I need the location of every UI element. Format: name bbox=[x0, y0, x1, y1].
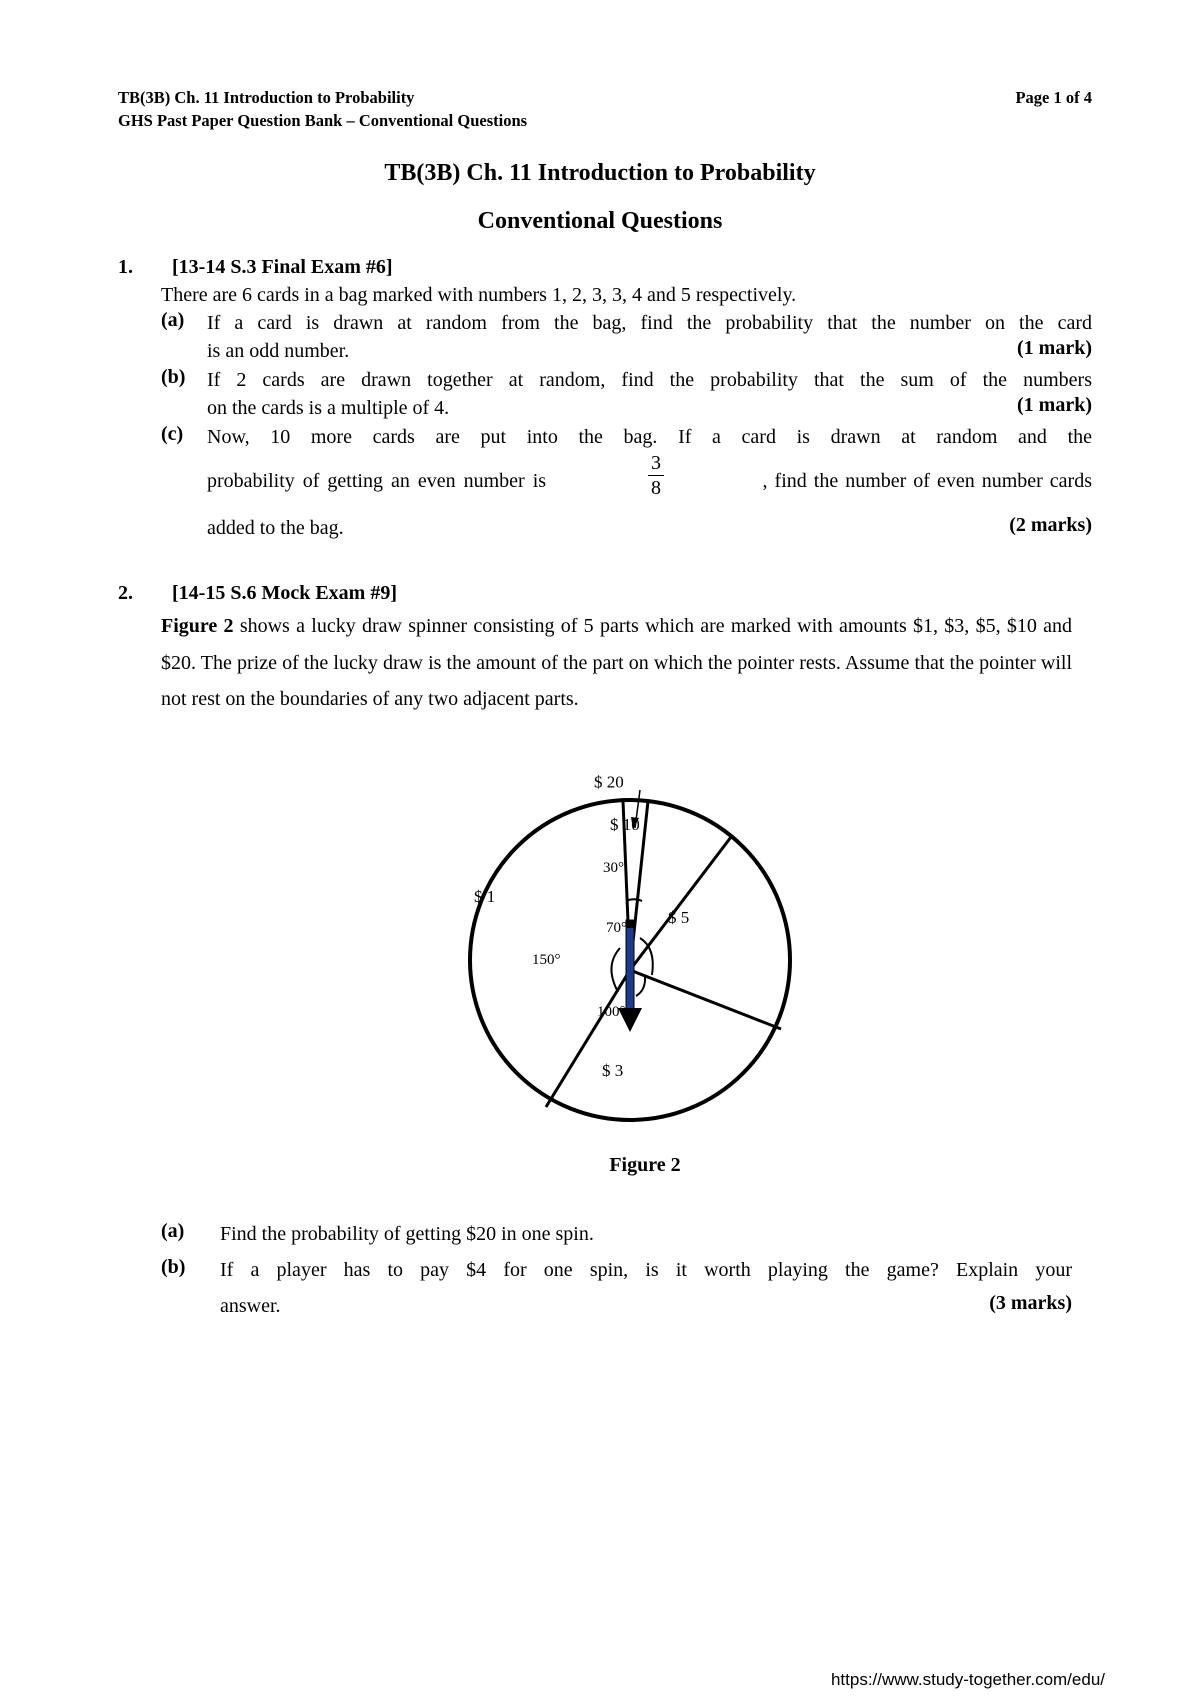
sector-label-10: $ 10 bbox=[610, 815, 640, 834]
angle-label-150: 150° bbox=[532, 952, 561, 968]
sector-label-1: $ 1 bbox=[474, 887, 496, 906]
fraction-numerator: 3 bbox=[651, 452, 661, 474]
fraction-bar bbox=[648, 475, 664, 476]
q1-intro: There are 6 cards in a bag marked with numbers 1, 2, 3, 3, 4 and 5 respectively. bbox=[161, 284, 797, 306]
q2b-marks: (3 marks) bbox=[989, 1292, 1072, 1314]
angle-arc-30 bbox=[628, 899, 642, 901]
page-number: Page 1 of 4 bbox=[1015, 88, 1092, 107]
document-title: TB(3B) Ch. 11 Introduction to Probability bbox=[384, 160, 816, 186]
q1b-marks: (1 mark) bbox=[1017, 394, 1092, 416]
q2-intro-text: shows a lucky draw spinner consisting of 5 parts which are marked with amounts $1, $3, $5, $10 and $20. The prize of the lucky draw is the amount of the part on which the pointer rests. Assume that the pointer will not rest on the boundaries of any two adjacent parts. bbox=[161, 615, 1072, 710]
q1b-label: (b) bbox=[161, 366, 186, 388]
q2-number: 2. bbox=[118, 582, 133, 604]
q1b-line1: If 2 cards are drawn together at random, find the probability that the sum of the numbers bbox=[207, 369, 1092, 391]
q1b-line2: on the cards is a multiple of 4. bbox=[207, 397, 450, 419]
q1c-label: (c) bbox=[161, 423, 184, 445]
q2b-line2: answer. bbox=[220, 1295, 281, 1317]
boundary-line-10-5 bbox=[630, 837, 731, 970]
q1c-line2-post: , find the number of even number cards bbox=[762, 470, 1092, 492]
angle-label-100: 100° bbox=[597, 1004, 626, 1020]
spinner-circle-group bbox=[470, 790, 790, 1120]
q1a-line2: is an odd number. bbox=[207, 340, 350, 362]
q1c-line3: added to the bag. bbox=[207, 517, 344, 539]
sector-label-5: $ 5 bbox=[668, 908, 690, 927]
sector-label-3: $ 3 bbox=[602, 1061, 624, 1080]
pointer-tail bbox=[626, 920, 634, 928]
spinner-figure bbox=[440, 770, 820, 1150]
fraction-denominator: 8 bbox=[651, 477, 661, 499]
q2-figure-ref: Figure 2 bbox=[161, 615, 234, 637]
boundary-line-5-3 bbox=[630, 970, 781, 1029]
q2a-text: Find the probability of getting $20 in one spin. bbox=[220, 1223, 594, 1245]
q2b-label: (b) bbox=[161, 1256, 186, 1278]
q1c-fraction bbox=[645, 452, 667, 499]
document-subtitle: Conventional Questions bbox=[477, 208, 723, 234]
figure-caption: Figure 2 bbox=[609, 1154, 681, 1176]
q1a-label: (a) bbox=[161, 309, 185, 331]
header-subtitle: GHS Past Paper Question Bank – Conventional Questions bbox=[118, 111, 528, 130]
q1c-marks: (2 marks) bbox=[1009, 514, 1092, 536]
header-title: TB(3B) Ch. 11 Introduction to Probability bbox=[118, 88, 415, 107]
q2a-label: (a) bbox=[161, 1220, 185, 1242]
sector-label-20: $ 20 bbox=[594, 772, 624, 792]
q1a-line1: If a card is drawn at random from the bag, find the probability that the number on the card bbox=[207, 312, 1092, 334]
q1c-line1: Now, 10 more cards are put into the bag. If a card is drawn at random and the bbox=[207, 426, 1092, 448]
q2-source: [14-15 S.6 Mock Exam #9] bbox=[172, 582, 397, 604]
q1-number: 1. bbox=[118, 256, 133, 278]
footer-url: https://www.study-together.com/edu/ bbox=[830, 1670, 1105, 1689]
q1-source: [13-14 S.3 Final Exam #6] bbox=[172, 256, 393, 278]
q1c-line2-pre-text: probability of getting an even number is bbox=[207, 470, 547, 492]
pointer-shaft bbox=[626, 920, 634, 1010]
q1a-marks: (1 mark) bbox=[1017, 337, 1092, 359]
q1c-line2-pre bbox=[207, 467, 607, 495]
q2-intro-paragraph bbox=[161, 608, 1072, 718]
q2b-line1: If a player has to pay $4 for one spin, is it worth playing the game? Explain your bbox=[220, 1259, 1072, 1281]
angle-label-70: 70° bbox=[606, 920, 627, 936]
angle-arc-100 bbox=[636, 976, 645, 996]
angle-arc-150 bbox=[611, 948, 620, 992]
angle-label-30: 30° bbox=[603, 860, 624, 876]
